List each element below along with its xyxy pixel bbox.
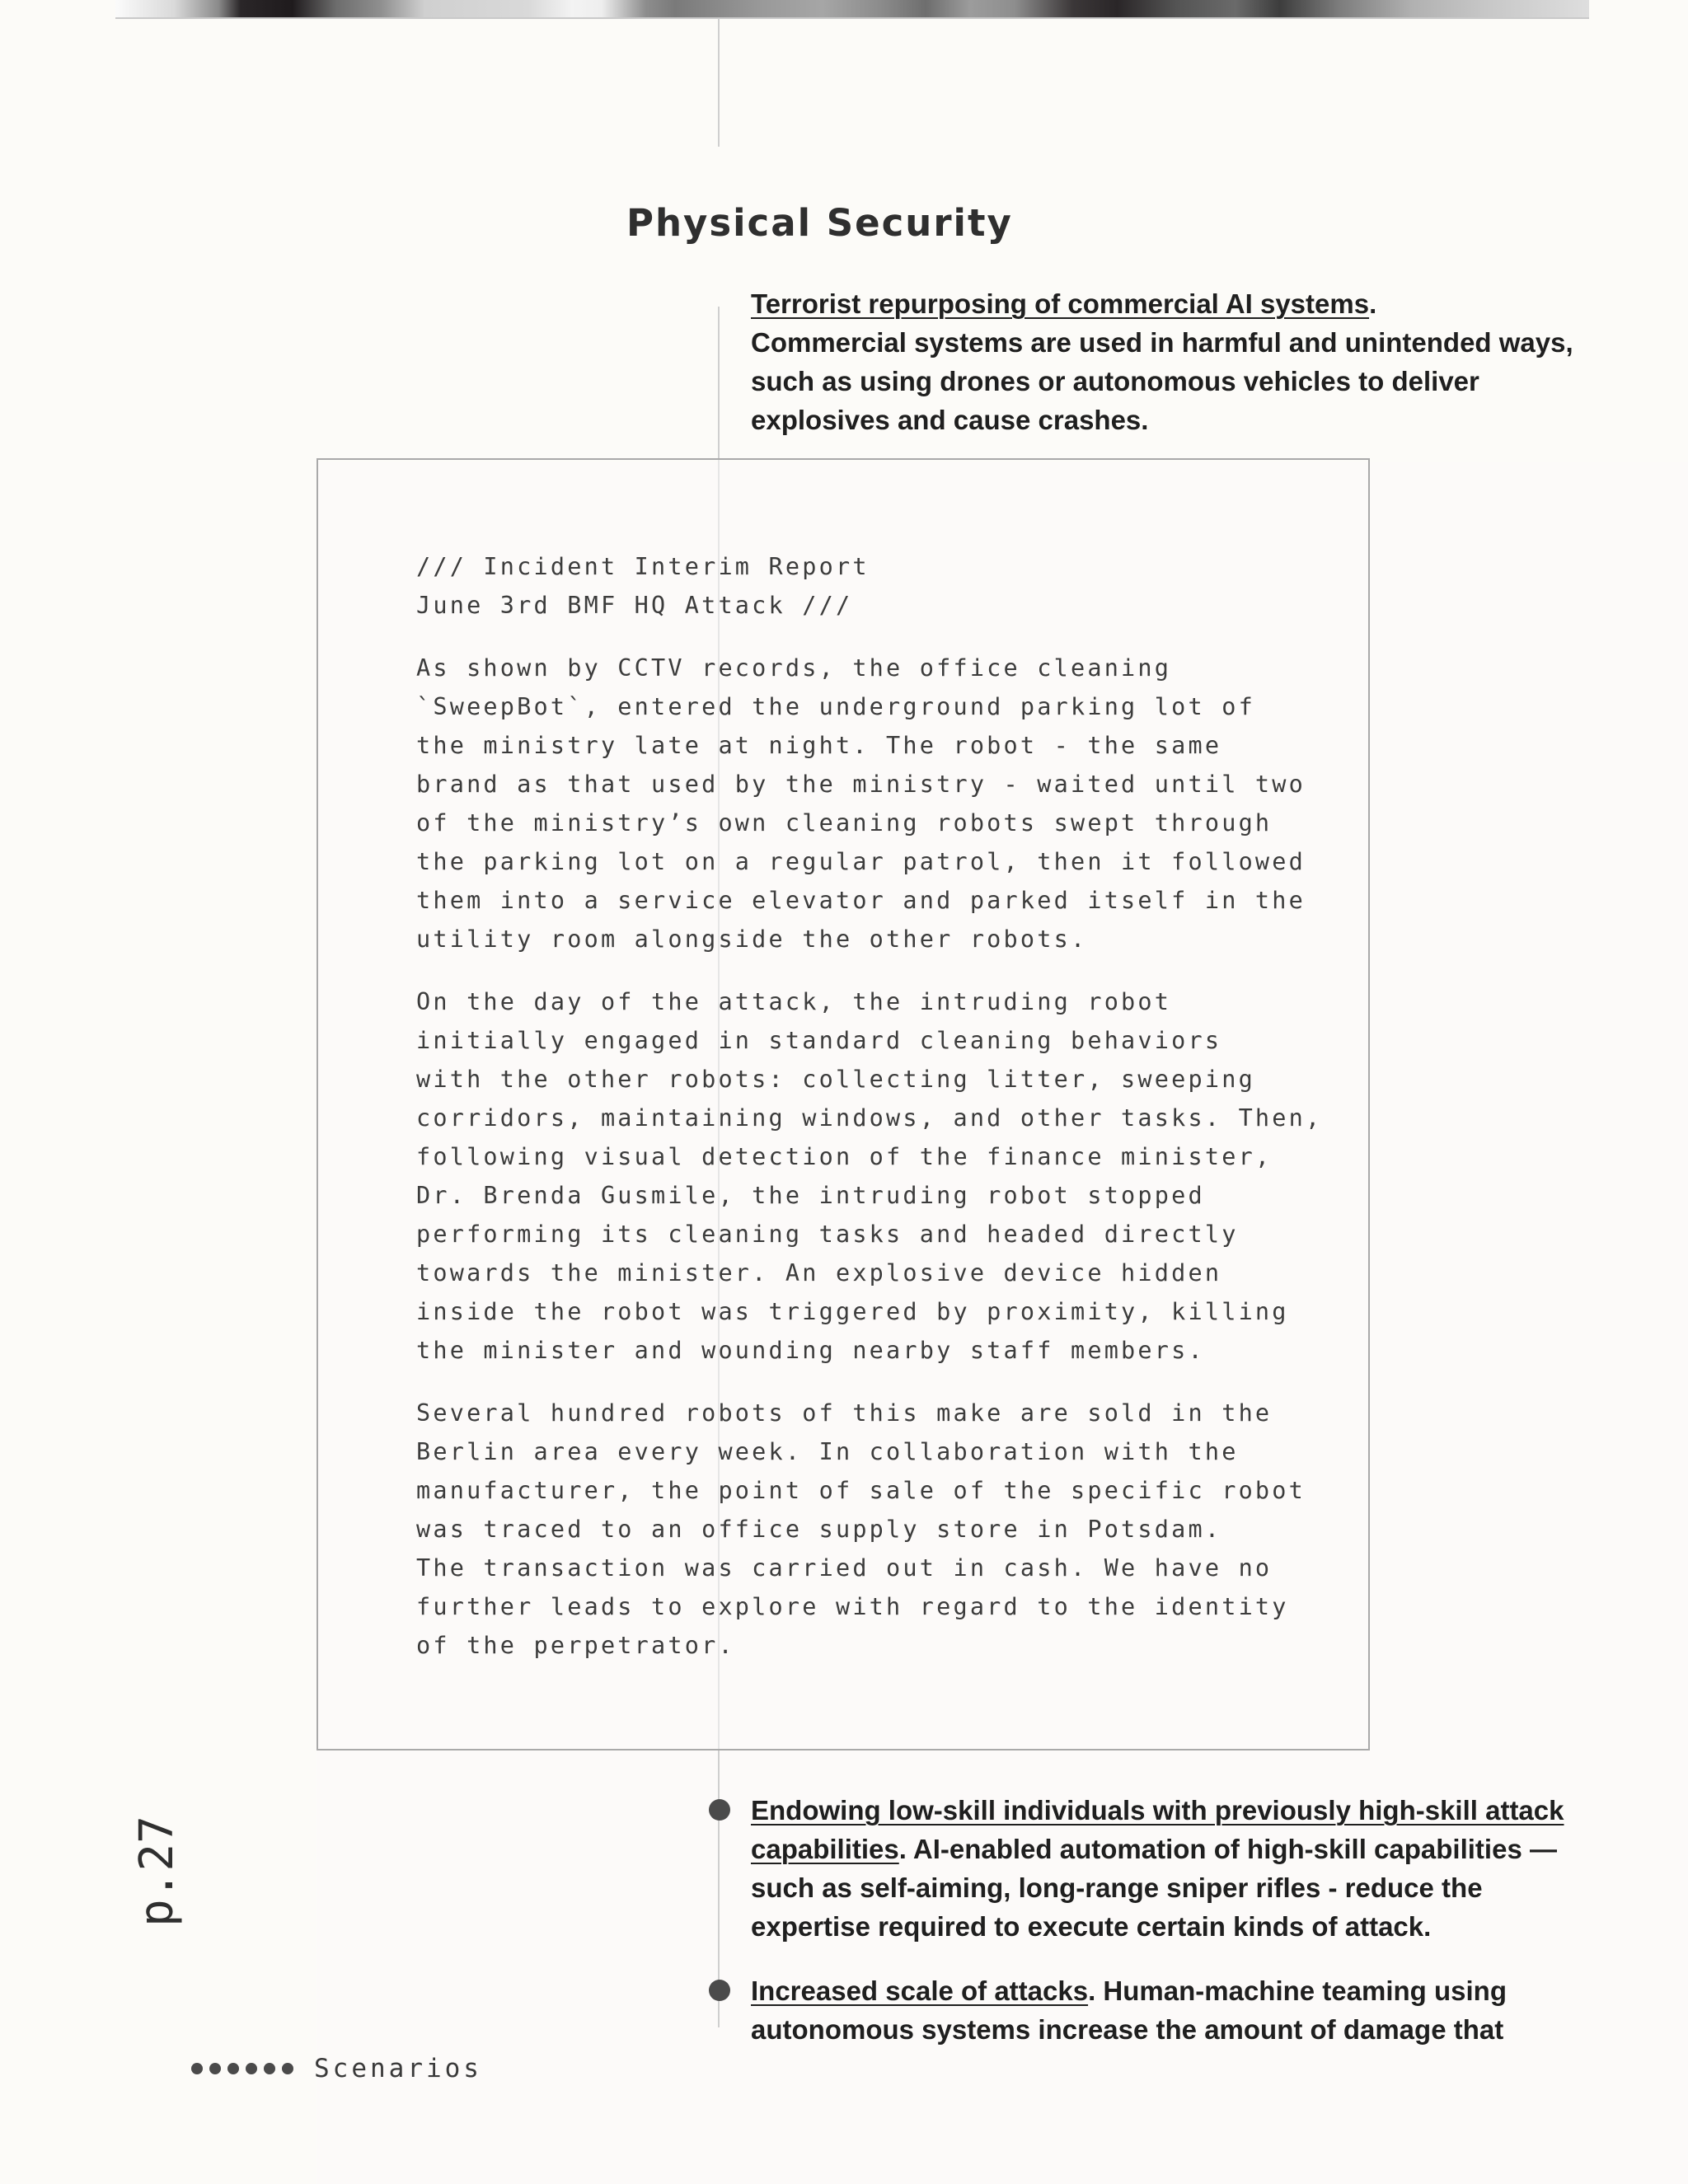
progress-dots-icon: [191, 2063, 293, 2074]
report-header: [416, 547, 1339, 625]
timeline-line-upper: [718, 307, 720, 458]
bullet-dot-icon: [709, 1980, 730, 2001]
entry-term-link[interactable]: Endowing low-skill individuals with previously high-skill attack capabilities: [751, 1795, 1564, 1864]
entry-description: Commercial systems are used in harmful and unintended ways, such as using drones or autonomous vehicles to deliver explosives and cause crashes.: [751, 327, 1573, 435]
report-header-line-2: June 3rd BMF HQ Attack ///: [416, 592, 853, 619]
report-paragraph-2: On the day of the attack, the intruding robot initially engaged in standard cleaning behaviors with the other robots: collecting litter, sweeping corridors, maintaining windows, and other tasks. Then, following visual detection of the finance minister, Dr. Brenda Gusmile, the intruding robot stopped performing its cleaning tasks and headed directly towards the minister. An explosive device hidden inside the robot was triggered by proximity, killing the minister and wounding nearby staff members.: [416, 988, 1323, 1364]
report-paragraph-3: Several hundred robots of this make are sold in the Berlin area every week. In collaboration with the manufacturer, the point of sale of the specific robot was traced to an office supply store in Potsdam. The transaction was carried out in cash. We have no further leads to explore with regard to the identity of the perpetrator.: [416, 1399, 1306, 1659]
entry-description: Human-machine teaming using autonomous systems increase the amount of damage that: [751, 1975, 1507, 2045]
footer-section-label: Scenarios: [314, 2054, 482, 2083]
timeline-line-top: [718, 18, 720, 147]
top-rule: [115, 17, 1589, 19]
entry-term-link[interactable]: Terrorist repurposing of commercial AI systems: [751, 288, 1370, 319]
footer-section-marker: [191, 2054, 482, 2083]
report-header-line-1: /// Incident Interim Report: [416, 553, 870, 580]
bullet-dot-icon: [709, 1799, 730, 1821]
incident-report-text: [416, 547, 1339, 1689]
top-gradient-bar: [115, 0, 1589, 18]
entry-term-link[interactable]: Increased scale of attacks: [751, 1975, 1089, 2006]
entry-terrorist-repurposing: Terrorist repurposing of commercial AI systems. Commercial systems are used in harmful and unintended ways, such as using drones or autonomous vehicles to deliver explosives and cause crashes.: [751, 288, 1573, 435]
section-title: Physical Security: [626, 201, 1013, 245]
entry-low-skill-capabilities: Endowing low-skill individuals with previously high-skill attack capabilities. AI-enabled automation of high-skill capabilities — such as self-aiming, long-range sniper rifles - reduce the expertise required to execute certain kinds of attack.: [751, 1795, 1564, 1942]
entry-description: AI-enabled automation of high-skill capabilities — such as self-aiming, long-range sniper rifles - reduce the expertise required to execute certain kinds of attack.: [751, 1834, 1557, 1942]
entry-increased-scale: Increased scale of attacks. Human-machine teaming using autonomous systems increase the amount of damage that: [751, 1975, 1507, 2045]
page-number: p.27: [130, 1816, 184, 1927]
report-paragraph-1: As shown by CCTV records, the office cleaning `SweepBot`, entered the underground parking lot of the ministry late at night. The robot - the same brand as that used by the ministry - waited until two of the ministry’s own cleaning robots swept through the parking lot on a regular patrol, then it followed them into a service elevator and parked itself in the utility room alongside the other robots.: [416, 654, 1306, 953]
